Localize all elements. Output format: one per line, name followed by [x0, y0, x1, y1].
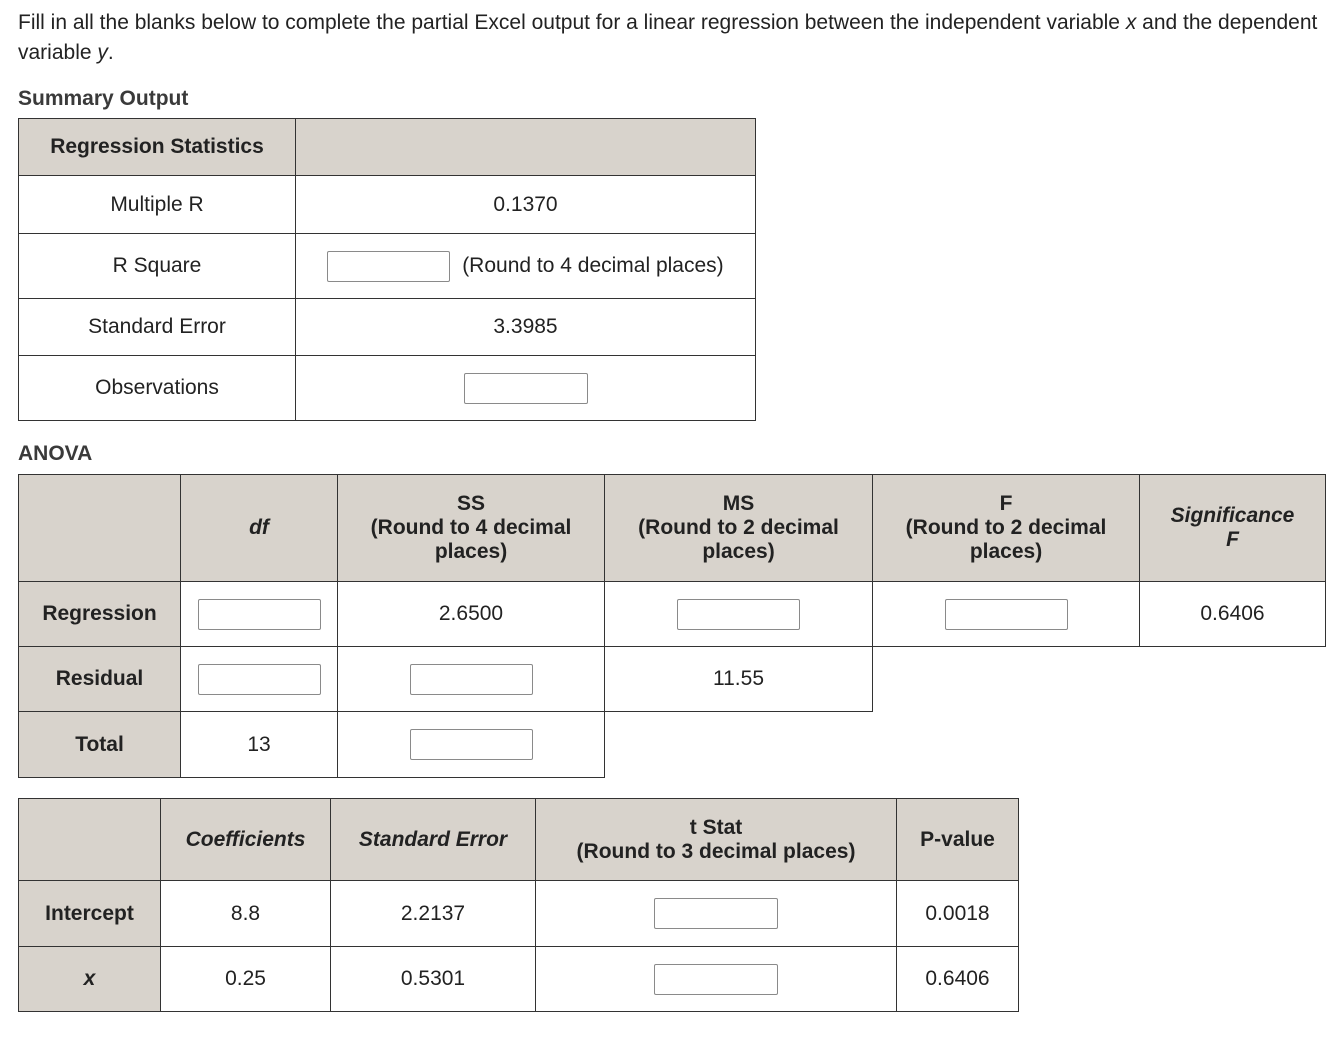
y-variable-symbol: y: [97, 41, 108, 64]
regression-statistics-header: Regression Statistics: [19, 119, 296, 176]
total-label: Total: [19, 712, 181, 778]
significance-f-value: 0.6406: [1140, 582, 1326, 647]
intercept-t-stat-input[interactable]: [654, 898, 778, 929]
anova-header-row: [19, 475, 1326, 582]
ss-header-hint: (Round to 4 decimal places): [370, 516, 572, 563]
ms-header: [605, 475, 873, 582]
anova-regression-row: [19, 582, 1326, 647]
x-t-stat-cell: [536, 947, 897, 1012]
regression-label: Regression: [19, 582, 181, 647]
anova-total-row: [19, 712, 1326, 778]
x-p-value: 0.6406: [897, 947, 1019, 1012]
r-square-row: [19, 234, 756, 299]
residual-ss-input[interactable]: [410, 664, 533, 695]
r-square-label: R Square: [19, 234, 296, 299]
anova-table: [18, 474, 1326, 778]
standard-error-header: Standard Error: [331, 799, 536, 881]
standard-error-row: [19, 299, 756, 356]
anova-header-empty: [19, 475, 181, 582]
t-stat-header-hint: (Round to 3 decimal places): [576, 839, 856, 863]
summary-output-title: Summary Output: [18, 87, 189, 110]
regression-statistics-table: [18, 118, 756, 421]
instructions-text: Fill in all the blanks below to complete the partial Excel output for a linear regression between the independent variable x and the dependent variable y.: [18, 11, 1318, 64]
r-square-cell: [296, 234, 756, 299]
ms-header-hint: (Round to 2 decimal places): [638, 516, 839, 563]
observations-row: [19, 356, 756, 421]
standard-error-label: Standard Error: [19, 299, 296, 356]
residual-ss-cell: [338, 647, 605, 712]
r-square-input[interactable]: [327, 251, 450, 282]
p-value-header: P-value: [897, 799, 1019, 881]
x-standard-error: 0.5301: [331, 947, 536, 1012]
x-row: [19, 947, 1019, 1012]
regression-df-cell: [181, 582, 338, 647]
intercept-label: Intercept: [19, 881, 161, 947]
coefficients-table: [18, 798, 1019, 1012]
ss-header: [338, 475, 605, 582]
total-df-value: 13: [181, 712, 338, 778]
observations-input[interactable]: [464, 373, 588, 404]
intercept-t-stat-cell: [536, 881, 897, 947]
f-header: [873, 475, 1140, 582]
coefficients-header: Coefficients: [161, 799, 331, 881]
regression-df-input[interactable]: [198, 599, 321, 630]
x-label: x: [19, 947, 161, 1012]
t-stat-header-name: t Stat: [689, 815, 743, 839]
multiple-r-value: 0.1370: [296, 176, 756, 234]
r-square-rounding-hint: (Round to 4 decimal places): [462, 254, 724, 277]
regression-statistics-header-row: [19, 119, 756, 176]
standard-error-value: 3.3985: [296, 299, 756, 356]
ss-header-name: SS: [456, 492, 485, 515]
residual-df-input[interactable]: [198, 664, 321, 695]
intercept-coefficient: 8.8: [161, 881, 331, 947]
ms-header-name: MS: [722, 492, 755, 515]
intercept-p-value: 0.0018: [897, 881, 1019, 947]
observations-cell: [296, 356, 756, 421]
x-variable-symbol: x: [1125, 11, 1137, 34]
multiple-r-label: Multiple R: [19, 176, 296, 234]
f-header-name: F: [999, 492, 1013, 515]
coefficients-header-row: [19, 799, 1019, 881]
anova-residual-row: [19, 647, 1326, 712]
anova-title: ANOVA: [18, 442, 93, 465]
regression-ms-cell: [605, 582, 873, 647]
f-header-hint: (Round to 2 decimal places): [905, 516, 1107, 563]
regression-f-cell: [873, 582, 1140, 647]
x-t-stat-input[interactable]: [654, 964, 778, 995]
df-header: df: [181, 475, 338, 582]
regression-ms-input[interactable]: [677, 599, 800, 630]
residual-label: Residual: [19, 647, 181, 712]
x-coefficient: 0.25: [161, 947, 331, 1012]
observations-label: Observations: [19, 356, 296, 421]
intercept-row: [19, 881, 1019, 947]
multiple-r-row: [19, 176, 756, 234]
regression-f-input[interactable]: [945, 599, 1068, 630]
residual-ms-value: 11.55: [605, 647, 873, 712]
total-ss-input[interactable]: [410, 729, 533, 760]
intercept-standard-error: 2.2137: [331, 881, 536, 947]
regression-ss-value: 2.6500: [338, 582, 605, 647]
significance-f-header: Significance F: [1140, 475, 1326, 582]
residual-df-cell: [181, 647, 338, 712]
coefficients-header-empty: [19, 799, 161, 881]
total-ss-cell: [338, 712, 605, 778]
t-stat-header: [536, 799, 897, 881]
regression-statistics-header-empty: [296, 119, 756, 176]
